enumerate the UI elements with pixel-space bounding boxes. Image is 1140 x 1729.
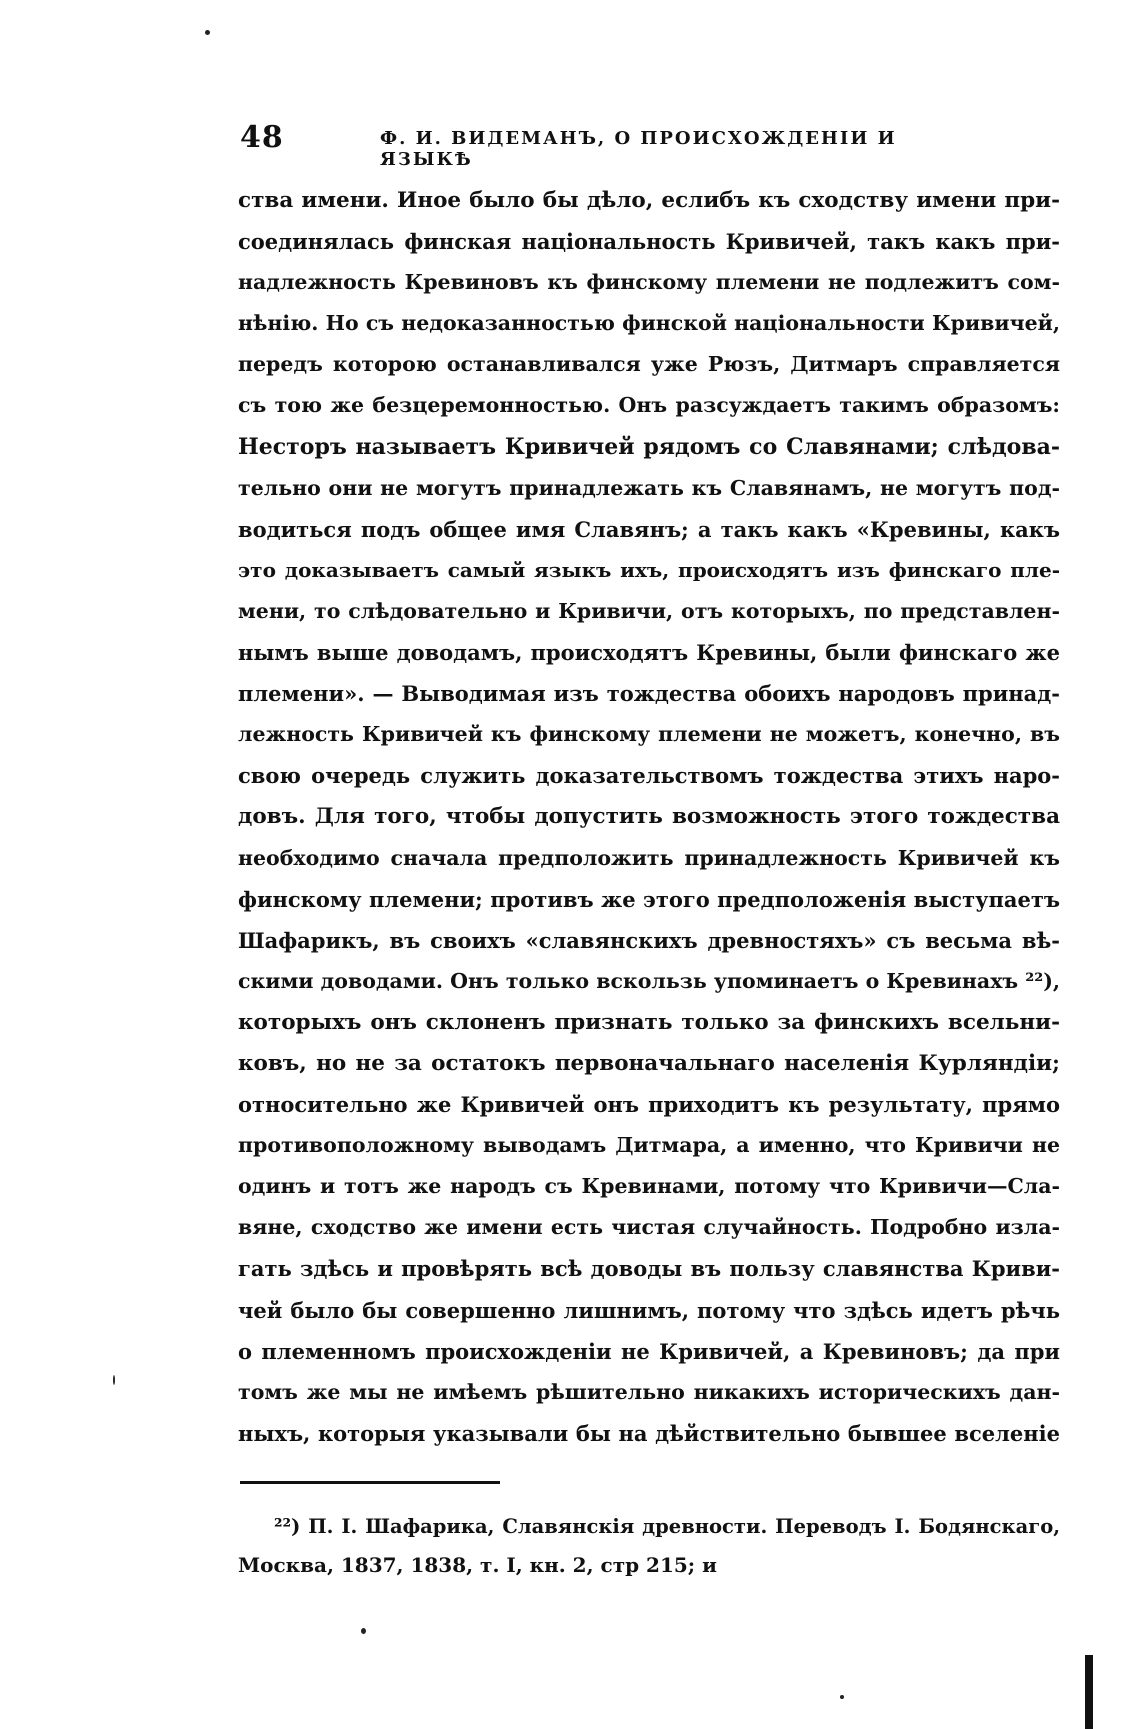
footnote-rule: [240, 1481, 500, 1484]
text-line: тельно они не могутъ принадлежать къ Славянамъ, не могутъ под-: [238, 475, 1060, 500]
footnote-line: Москва, 1837, 1838, т. І, кн. 2, стр 215; и: [238, 1553, 717, 1577]
text-line: вяне, сходство же имени есть чистая случайность. Подробно изла-: [238, 1215, 1060, 1240]
text-line: одинъ и тотъ же народъ съ Кревинами, потому что Кривичи—Сла-: [238, 1174, 1060, 1199]
text-line: свою очередь служить доказательствомъ тождества этихъ наро-: [238, 763, 1060, 789]
text-line: довъ. Для того, чтобы допустить возможность этого тождества: [238, 804, 1060, 830]
ink-speck: [840, 1695, 844, 1699]
text-line: передъ которою останавливался уже Рюзъ, Дитмаръ справляется: [238, 352, 1060, 377]
text-line: относительно же Кривичей онъ приходитъ къ результату, прямо: [238, 1092, 1060, 1118]
text-line: лежность Кривичей къ финскому племени не можетъ, конечно, въ: [238, 722, 1060, 747]
page-number: 48: [240, 120, 284, 155]
text-line: ковъ, но не за остатокъ первоначальнаго населенія Курляндіи;: [238, 1050, 1060, 1076]
text-line: это доказываетъ самый языкъ ихъ, происходятъ изъ финскаго пле-: [238, 557, 1060, 582]
text-line: мени, то слѣдовательно и Кривичи, отъ которыхъ, по представлен-: [238, 598, 1060, 623]
text-line: чей было бы совершенно лишнимъ, потому что здѣсь идетъ рѣчь: [238, 1297, 1060, 1323]
text-line: скими доводами. Онъ только вскользь упоминаетъ о Кревинахъ ²²),: [238, 968, 1060, 993]
ink-speck: [361, 1628, 366, 1634]
text-line: о племенномъ происхожденіи не Кривичей, а Кревиновъ; да при: [238, 1338, 1060, 1364]
text-line: Несторъ называетъ Кривичей рядомъ со Славянами; слѣдова-: [238, 433, 1060, 460]
text-line: съ тою же безцеремонностью. Онъ разсуждаетъ такимъ образомъ:: [238, 393, 1060, 418]
text-line: томъ же мы не имѣемъ рѣшительно никакихъ историческихъ дан-: [238, 1379, 1060, 1404]
text-line: гать здѣсь и провѣрять всѣ доводы въ пользу славянства Криви-: [238, 1256, 1060, 1282]
text-line: противоположному выводамъ Дитмара, а именно, что Кривичи не: [238, 1133, 1060, 1158]
running-head-title: Ф. И. ВИДЕМАНЪ, О ПРОИСХОЖДЕНІИ И ЯЗЫКѢ: [380, 128, 897, 170]
text-line: нѣнію. Но съ недоказанностью финской національности Кривичей,: [238, 311, 1060, 336]
text-line: ныхъ, которыя указывали бы на дѣйствительно бывшее вселеніе: [238, 1420, 1060, 1446]
scan-edge-mark: [1085, 1655, 1093, 1729]
running-head: [240, 120, 940, 170]
footnote-line: ²²) П. І. Шафарика, Славянскія древности. Переводъ І. Бодянскаго,: [274, 1515, 1060, 1538]
body-text: [238, 180, 1060, 1454]
text-line: необходимо сначала предположить принадлежность Кривичей къ: [238, 845, 1060, 870]
ink-speck: [113, 1375, 115, 1385]
text-line: финскому племени; противъ же этого предположенія выступаетъ: [238, 886, 1060, 912]
text-line: Шафарикъ, въ своихъ «славянскихъ древностяхъ» съ весьма вѣ-: [238, 927, 1060, 953]
footnotes: [238, 1508, 1060, 1584]
text-line: соединялась финская національность Кривичей, такъ какъ при-: [238, 229, 1060, 255]
text-line: которыхъ онъ склоненъ признать только за финскихъ всельни-: [238, 1009, 1060, 1035]
text-line: надлежность Кревиновъ къ финскому племени не подлежитъ сом-: [238, 270, 1060, 295]
ink-speck: [205, 30, 210, 35]
text-line: ства имени. Иное было бы дѣло, еслибъ къ сходству имени при-: [238, 188, 1060, 213]
text-line: племени». — Выводимая изъ тождества обоихъ народовъ принад-: [238, 681, 1060, 707]
text-line: нымъ выше доводамъ, происходятъ Кревины, были финскаго же: [238, 640, 1060, 666]
text-line: водиться подъ общее имя Славянъ; а такъ какъ «Кревины, какъ: [238, 516, 1060, 542]
